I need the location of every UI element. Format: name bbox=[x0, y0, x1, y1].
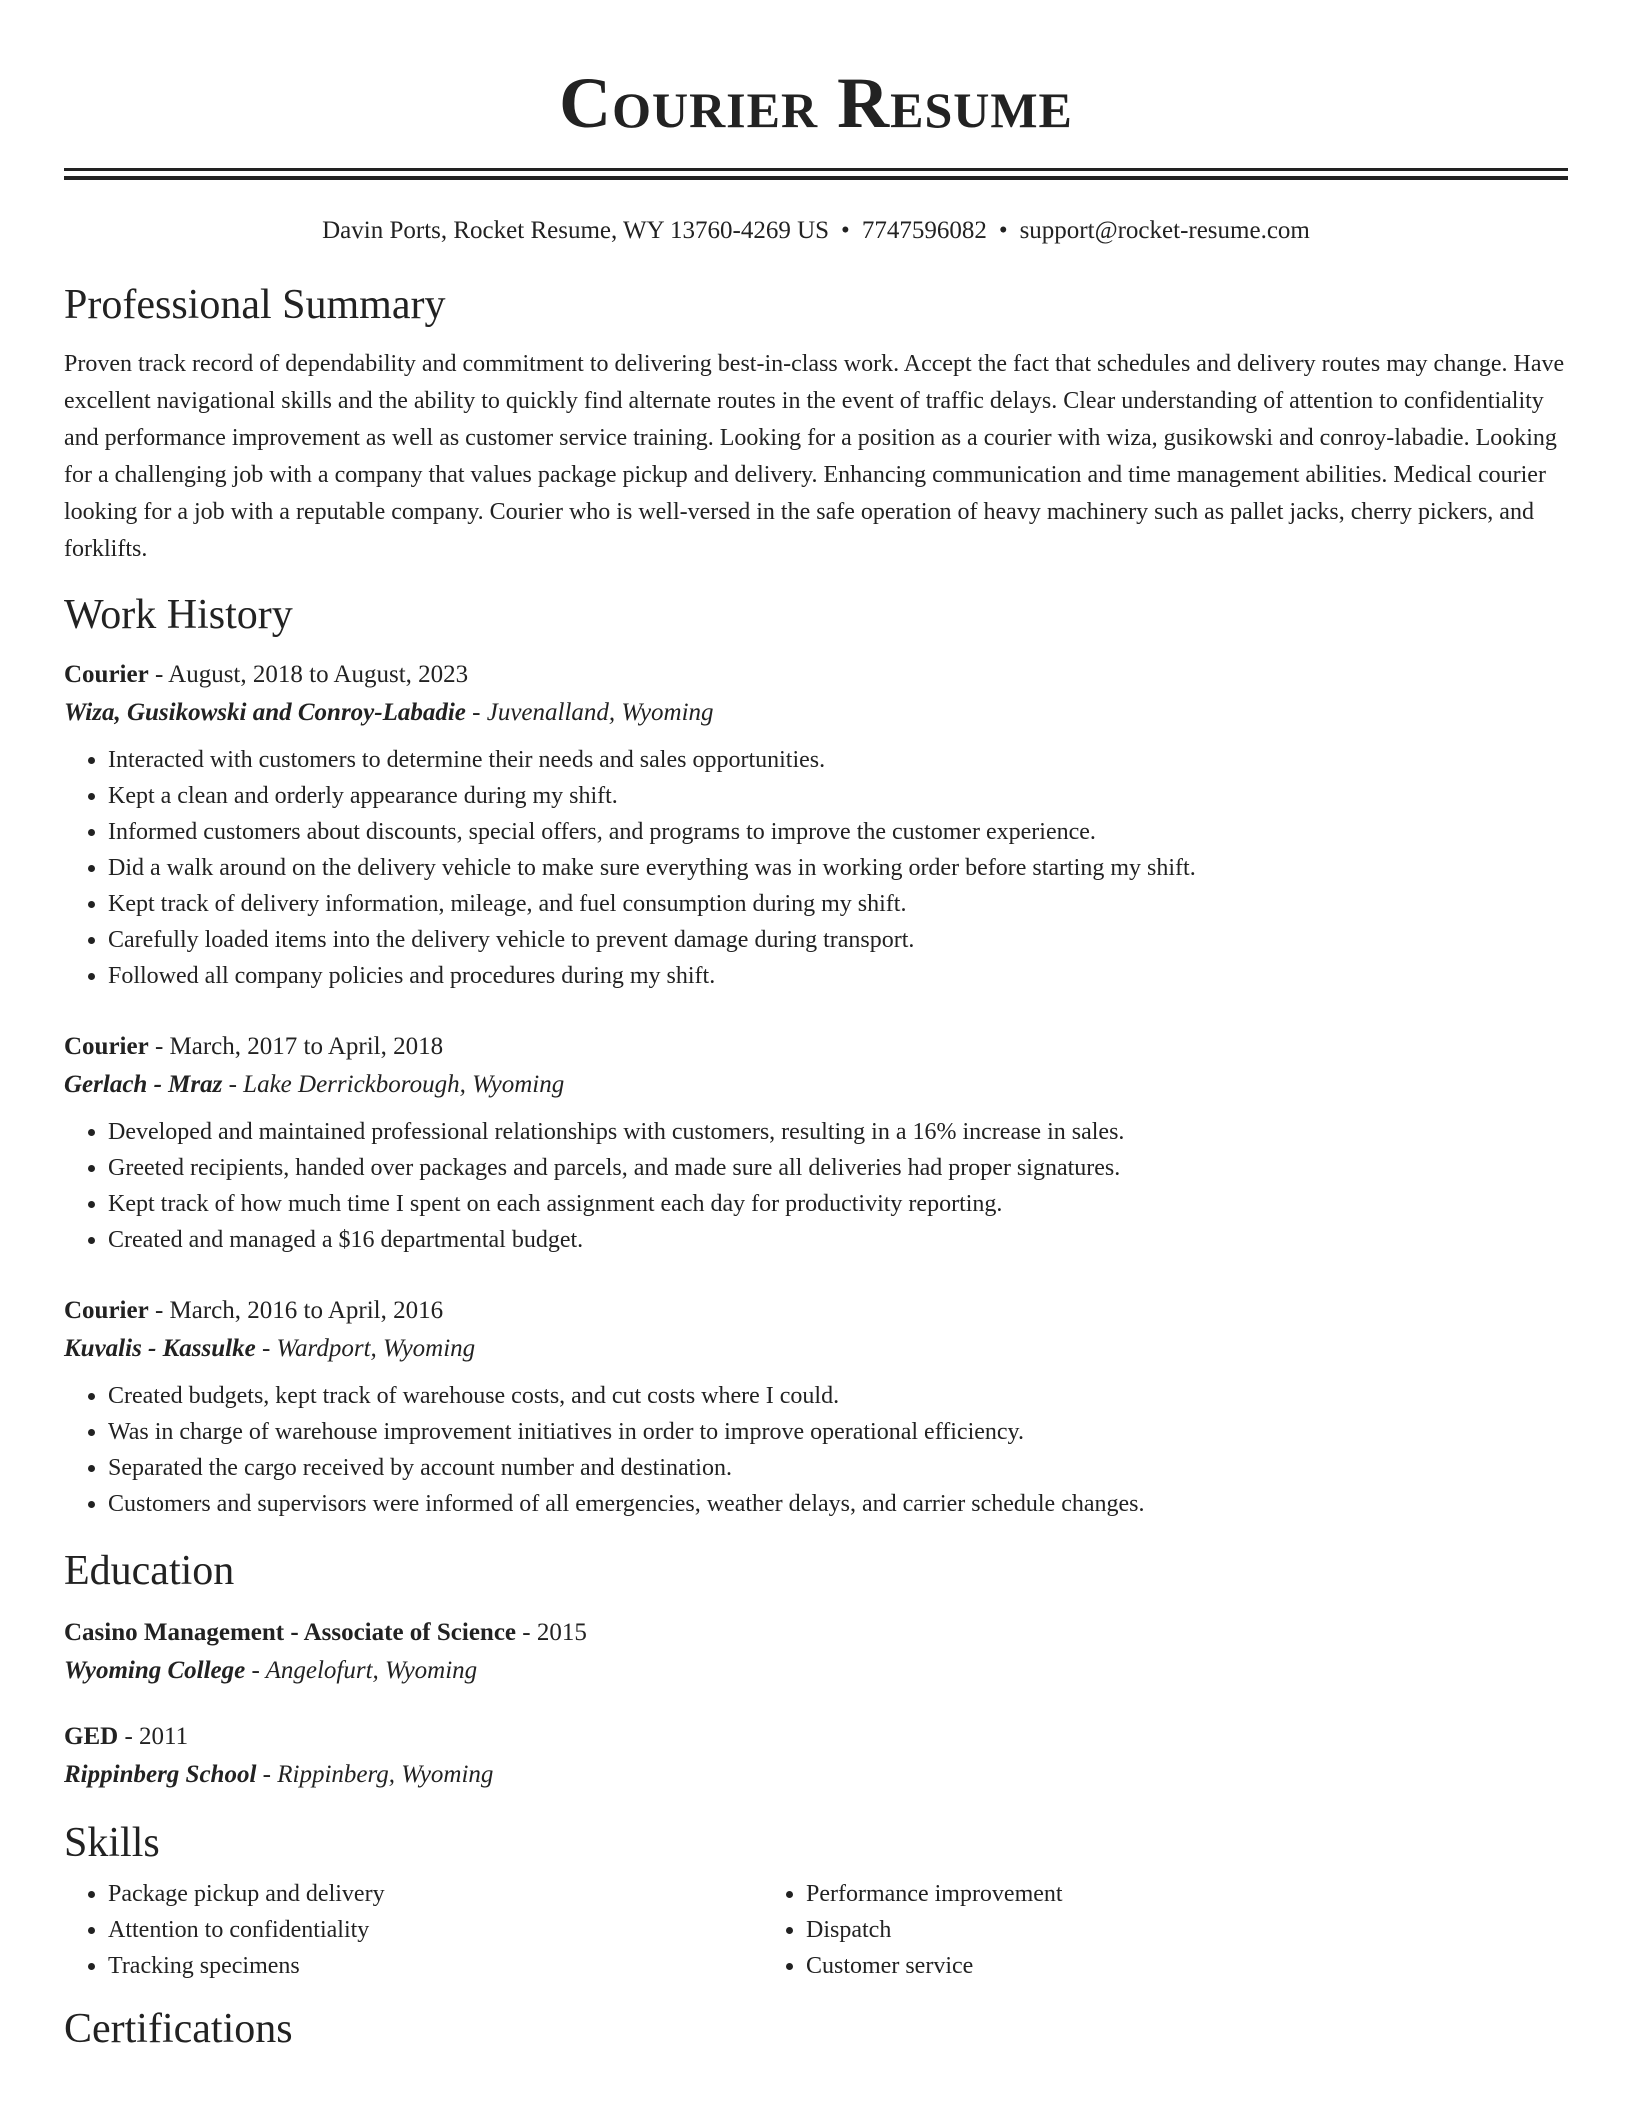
contact-line bbox=[64, 214, 1568, 248]
education-year: - 2011 bbox=[118, 1723, 189, 1750]
job-role: Courier bbox=[64, 1297, 149, 1324]
education-location: - Rippinberg, Wyoming bbox=[256, 1761, 494, 1788]
education-entry bbox=[64, 1718, 1568, 1794]
skills-columns bbox=[64, 1876, 1568, 1984]
education-school-line bbox=[64, 1652, 1568, 1690]
list-item: • Interacted with customers to determine their needs and sales opportunities. bbox=[108, 742, 1568, 778]
resume-page bbox=[64, 0, 1568, 2056]
job-location: - Juvenalland, Wyoming bbox=[465, 699, 714, 726]
skills-list-left bbox=[64, 1876, 762, 1984]
education-degree-line bbox=[64, 1614, 1568, 1652]
list-item: • Developed and maintained professional relationships with customers, resulting in a 16% increase in sales. bbox=[108, 1114, 1568, 1150]
job-role: Courier bbox=[64, 661, 149, 688]
job-company-line bbox=[64, 1330, 1568, 1368]
education-degree: Casino Management - Associate of Science bbox=[64, 1619, 517, 1646]
list-item: • Informed customers about discounts, special offers, and programs to improve the customer experience. bbox=[108, 814, 1568, 850]
job-company-line bbox=[64, 1066, 1568, 1104]
education-degree: GED bbox=[64, 1723, 119, 1750]
job-entry bbox=[64, 656, 1568, 994]
education-school-line bbox=[64, 1756, 1568, 1794]
job-duties-list bbox=[64, 1378, 1568, 1522]
education-school: Wyoming College bbox=[64, 1657, 246, 1684]
contact-phone: 7747596082 bbox=[861, 217, 987, 244]
title-divider bbox=[64, 168, 1568, 180]
list-item: • Followed all company policies and procedures during my shift. bbox=[108, 958, 1568, 994]
job-dates: - March, 2017 to April, 2018 bbox=[148, 1033, 444, 1060]
list-item: • Performance improvement bbox=[806, 1876, 1460, 1912]
education-degree-line bbox=[64, 1718, 1568, 1756]
list-item: • Customers and supervisors were informed of all emergencies, weather delays, and carrier schedule changes. bbox=[108, 1486, 1568, 1522]
education-location: - Angelofurt, Wyoming bbox=[245, 1657, 478, 1684]
job-company: Wiza, Gusikowski and Conroy-Labadie bbox=[64, 699, 466, 726]
resume-title: Courier Resume bbox=[559, 63, 1073, 143]
job-dates: - August, 2018 to August, 2023 bbox=[148, 661, 469, 688]
job-title-line bbox=[64, 656, 1568, 694]
job-duties-list bbox=[64, 1114, 1568, 1258]
skills-heading: Skills bbox=[64, 1820, 160, 1866]
list-item: • Was in charge of warehouse improvement initiatives in order to improve operational efficiency. bbox=[108, 1414, 1568, 1450]
list-item: • Attention to confidentiality bbox=[108, 1912, 762, 1948]
job-location: - Lake Derrickborough, Wyoming bbox=[222, 1071, 565, 1098]
job-location: - Wardport, Wyoming bbox=[255, 1335, 476, 1362]
summary-text: Proven track record of dependability and commitment to delivering best-in-class work. Accept the fact that schedules and delivery routes may change. Have excellent navigational skills and the ability to quickly find alternate routes in the event of traffic delays. Clear understanding of attention to confidentiality and performance improvement as well as customer service training. Looking for a position as a courier with wiza, gusikowski and conroy-labadie. Looking for a challenging job with a company that values package pickup and delivery. Enhancing communication and time management abilities. Medical courier looking for a job with a reputable company. Courier who is well-versed in the safe operation of heavy machinery such as pallet jacks, cherry pickers, and forklifts. bbox=[64, 351, 1565, 562]
list-item: • Kept track of delivery information, mileage, and fuel consumption during my shift. bbox=[108, 886, 1568, 922]
education-school: Rippinberg School bbox=[64, 1761, 257, 1788]
list-item: • Tracking specimens bbox=[108, 1948, 762, 1984]
list-item: • Separated the cargo received by account number and destination. bbox=[108, 1450, 1568, 1486]
contact-email: support@rocket-resume.com bbox=[1019, 217, 1310, 244]
certifications-heading: Certifications bbox=[64, 2006, 293, 2052]
job-duties-list bbox=[64, 742, 1568, 994]
education-entry bbox=[64, 1614, 1568, 1690]
job-company: Kuvalis - Kassulke bbox=[64, 1335, 256, 1362]
list-item: • Package pickup and delivery bbox=[108, 1876, 762, 1912]
list-item: • Dispatch bbox=[806, 1912, 1460, 1948]
job-title-line bbox=[64, 1292, 1568, 1330]
education-year: - 2015 bbox=[516, 1619, 587, 1646]
skills-list-right bbox=[762, 1876, 1460, 1984]
job-title-line bbox=[64, 1028, 1568, 1066]
work-history-heading: Work History bbox=[64, 592, 293, 638]
contact-separator: • bbox=[998, 217, 1008, 244]
list-item: • Kept track of how much time I spent on each assignment each day for productivity reporting. bbox=[108, 1186, 1568, 1222]
list-item: • Greeted recipients, handed over packages and parcels, and made sure all deliveries had proper signatures. bbox=[108, 1150, 1568, 1186]
contact-address: Davin Ports, Rocket Resume, WY 13760-4269 US bbox=[322, 217, 830, 244]
education-heading: Education bbox=[64, 1548, 235, 1594]
job-dates: - March, 2016 to April, 2016 bbox=[148, 1297, 444, 1324]
list-item: • Did a walk around on the delivery vehicle to make sure everything was in working order before starting my shift. bbox=[108, 850, 1568, 886]
job-company-line bbox=[64, 694, 1568, 732]
list-item: • Created budgets, kept track of warehouse costs, and cut costs where I could. bbox=[108, 1378, 1568, 1414]
job-role: Courier bbox=[64, 1033, 149, 1060]
job-entry bbox=[64, 1028, 1568, 1258]
list-item: • Created and managed a $16 departmental budget. bbox=[108, 1222, 1568, 1258]
list-item: • Customer service bbox=[806, 1948, 1460, 1984]
summary-heading: Professional Summary bbox=[64, 282, 446, 328]
job-entry bbox=[64, 1292, 1568, 1522]
list-item: • Kept a clean and orderly appearance during my shift. bbox=[108, 778, 1568, 814]
list-item: • Carefully loaded items into the delivery vehicle to prevent damage during transport. bbox=[108, 922, 1568, 958]
contact-separator: • bbox=[841, 217, 850, 244]
job-company: Gerlach - Mraz bbox=[64, 1071, 223, 1098]
